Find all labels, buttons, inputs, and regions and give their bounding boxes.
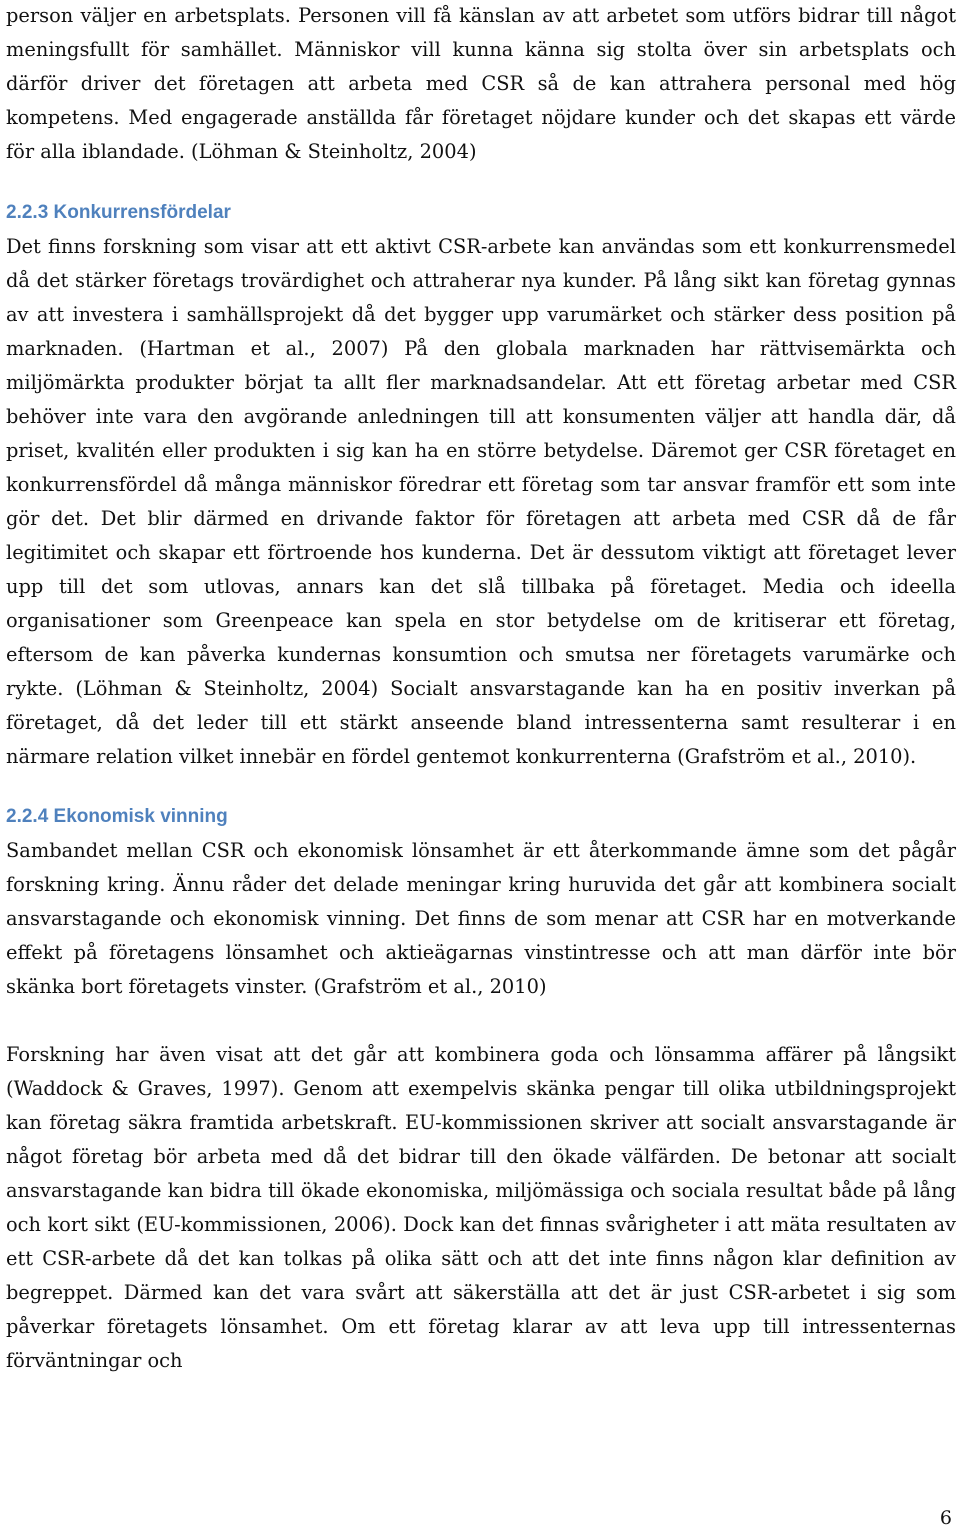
intro-paragraph: person väljer en arbetsplats. Personen vill få känslan av att arbetet som utförs bidrar till något meningsfullt för samhället. Människor vill kunna känna sig stolta över sin arbetsplats och därför driver det företagen att arbeta med CSR så de kan attrahera personal med hög kompetens. Med engagerade anställda får företaget nöjdare kunder och det skapas ett värde för alla iblandade. (Löhman & Steinholtz, 2004) xyxy=(6,4,956,163)
section-heading-ekonomisk-vinning xyxy=(6,800,956,834)
section-title: Ekonomisk vinning xyxy=(53,806,228,827)
section-number: 2.2.4 xyxy=(6,806,49,827)
section-spacer xyxy=(6,774,956,800)
paragraph-ekonomisk-vinning-1: Sambandet mellan CSR och ekonomisk lönsamhet är ett återkommande ämne som det pågår forskning kring. Ännu råder det delade meningar kring huruvida det går att kombinera socialt ansvarstagande och ekonomisk vinning. Det finns de som menar att CSR har en motverkande effekt på företagens lönsamhet och aktieägarnas vinstintresse och att man därför inte bör skänka bort företagets vinster. (Grafström et al., 2010) xyxy=(6,839,956,998)
section-number: 2.2.3 xyxy=(6,202,49,223)
paragraph-spacer xyxy=(6,1004,956,1038)
paragraph-ekonomisk-vinning-2: Forskning har även visat att det går att kombinera goda och lönsamma affärer på långsikt (Waddock & Graves, 1997). Genom att exempelvis skänka pengar till olika utbildningsprojekt kan företag säkra framtida arbetskraft. EU-kommissionen skriver att socialt ansvarstagande är något företag bör arbeta med då det bidrar till den ökade välfärden. De betonar att socialt ansvarstagande kan bidra till ökade ekonomiska, miljömässiga och sociala resultat både på lång och kort sikt (EU-kommissionen, 2006). Dock kan det finnas svårigheter i att mäta resultaten av ett CSR-arbete då det kan tolkas på olika sätt och att det inte finns någon klar definition av begreppet. Därmed kan det vara svårt att säkerställa att det är just CSR-arbetet i sig som påverkar företagets lönsamhet. Om ett företag klarar av att leva upp till intressenternas förväntningar och xyxy=(6,1043,956,1372)
section-heading-konkurrensfordelar xyxy=(6,196,956,230)
paragraph-konkurrensfordelar: Det finns forskning som visar att ett aktivt CSR-arbete kan användas som ett konkurrensmedel då det stärker företags trovärdighet och attraherar nya kunder. På lång sikt kan företag gynnas av att investera i samhällsprojekt då det bygger upp varumärket och stärker dess position på marknaden. (Hartman et al., 2007) På den globala marknaden har rättvisemärkta och miljömärkta produkter börjat ta allt fler marknadsandelar. Att ett företag arbetar med CSR behöver inte vara den avgörande anledningen till att konsumenten väljer att handla där, då priset, kvalitén eller produkten i sig kan ha en större betydelse. Däremot ger CSR företaget en konkurrensfördel då många människor föredrar ett företag som tar ansvar framför ett som inte gör det. Det blir därmed en drivande faktor för företagen att arbeta med CSR då de får legitimitet och skapar ett förtroende hos kunderna. Det är dessutom viktigt att företaget lever upp till det som utlovas, annars kan det slå tillbaka på företaget. Media och ideella organisationer som Greenpeace kan spela en stor betydelse om de kritiserar ett företag, eftersom de kan påverka kundernas konsumtion och smutsa ner företagets varumärke och rykte. (Löhman & Steinholtz, 2004) Socialt ansvarstagande kan ha en positiv inverkan på företaget, då det leder till ett stärkt anseende bland intressenterna samt resulterar i en närmare relation vilket innebär en fördel gentemot konkurrenterna (Grafström et al., 2010). xyxy=(6,235,956,768)
page-number: 6 xyxy=(939,1507,952,1529)
section-title: Konkurrensfördelar xyxy=(53,202,231,223)
document-page xyxy=(6,0,956,1378)
section-spacer xyxy=(6,169,956,196)
